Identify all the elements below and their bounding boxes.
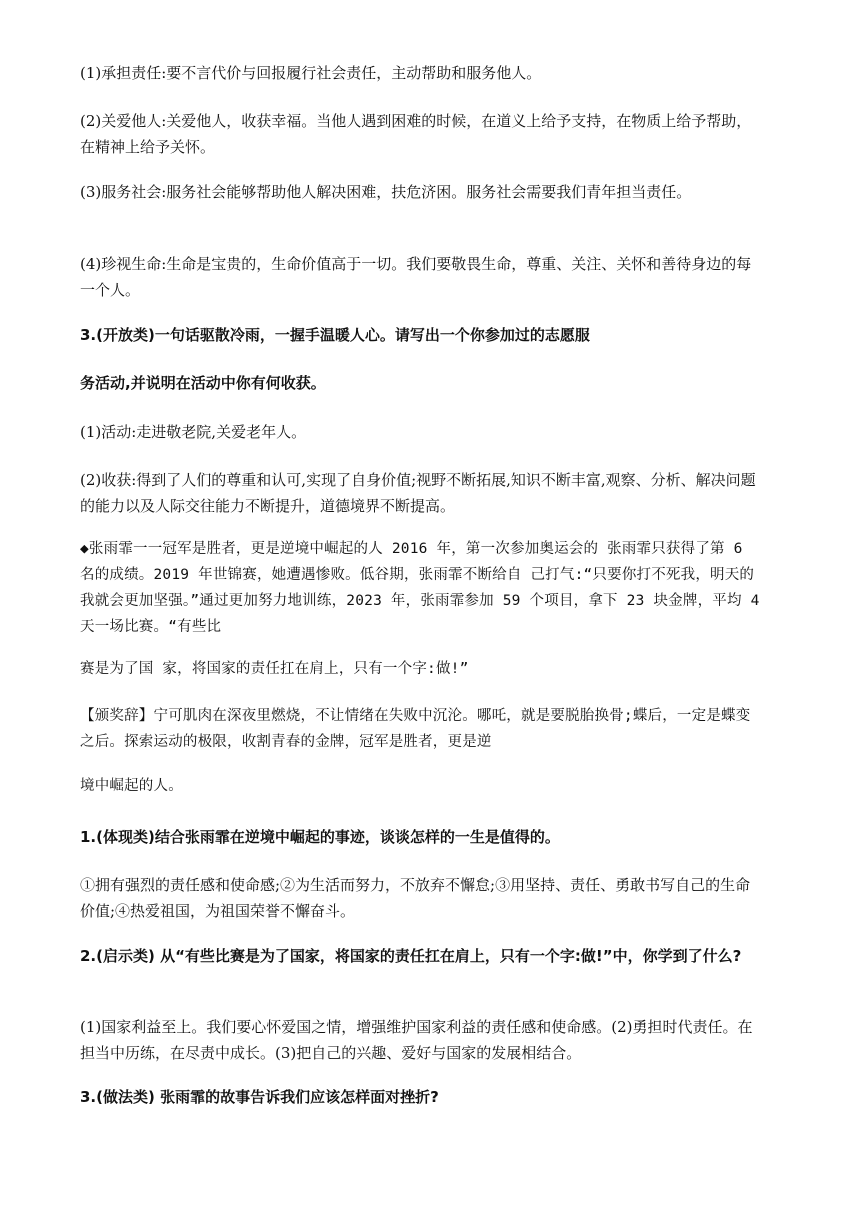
award-speech: 【颁奖辞】宁可肌肉在深夜里燃烧，不让情绪在失败中沉沦。哪吒，就是要脱胎换骨;蝶后，一定是蝶变之后。探索运动的极限，收割青春的金牌，冠军是胜者，更是逆	[80, 708, 751, 750]
answer-serve-society: (3)服务社会:服务社会能够帮助他人解决困难，扶危济困。服务社会需要我们青年担当责任。	[80, 183, 692, 201]
story-zhang-yufei: ◆张雨霏一一冠军是胜者，更是逆境中崛起的人 2016 年，第一次参加奥运会的 张雨霏只获得了第 6 名的成绩。2019 年世锦赛，她遭遇惨败。低谷期，张雨霏不断给自 己打气:“只要你打不死我，明天的我就会更加坚强。”通过更加努力地训练，2023 年，张雨霏参加 59 个项目，拿下 23 块金牌，平均 4 天一场比赛。“有些比	[80, 541, 760, 635]
award-speech-end: 境中崛起的人。	[80, 778, 183, 794]
question-1-embodiment: 1.(体现类)结合张雨霏在逆境中崛起的事迹，谈谈怎样的一生是值得的。	[80, 828, 560, 846]
answer-responsibility: (1)承担责任:要不言代价与回报履行社会责任，主动帮助和服务他人。	[80, 64, 542, 82]
answer-cherish-life: (4)珍视生命:生命是宝贵的，生命价值高于一切。我们要敬畏生命，尊重、关注、关怀和善待身边的每一个人。	[80, 255, 752, 299]
answer-1: ①拥有强烈的责任感和使命感;②为生活而努力，不放弃不懈怠;③用坚持、责任、勇敢书写自己的生命价值;④热爱祖国，为祖国荣誉不懈奋斗。	[80, 876, 751, 920]
answer-activity: (1)活动:走进敬老院,关爱老年人。	[80, 423, 307, 441]
question-3-method: 3.(做法类) 张雨霏的故事告诉我们应该怎样面对挫折?	[80, 1088, 439, 1106]
answer-gains: (2)收获:得到了人们的尊重和认可,实现了自身价值;视野不断拓展,知识不断丰富,观察、分析、解决问题的能力以及人际交往能力不断提升，道德境界不断提高。	[80, 471, 756, 515]
question-open-volunteer-line1: 3.(开放类)一句话驱散冷雨，一握手温暖人心。请写出一个你参加过的志愿服	[80, 326, 590, 344]
answer-2: (1)国家利益至上。我们要心怀爱国之情，增强维护国家利益的责任感和使命感。(2)勇担时代责任。在担当中历练，在尽责中成长。(3)把自己的兴趣、爱好与国家的发展相结合。	[80, 1018, 753, 1062]
story-quote-end: 赛是为了国 家，将国家的责任扛在肩上，只有一个字:做!”	[80, 661, 469, 677]
answer-care-others: (2)关爱他人:关爱他人，收获幸福。当他人遇到困难的时候，在道义上给予支持，在物质上给予帮助，在精神上给予关怀。	[80, 112, 752, 156]
question-open-volunteer-line2: 务活动,并说明在活动中你有何收获。	[80, 374, 326, 392]
question-2-enlightenment: 2.(启示类) 从“有些比赛是为了国家，将国家的责任扛在肩上，只有一个字:做!”中，你学到了什么?	[80, 947, 742, 965]
